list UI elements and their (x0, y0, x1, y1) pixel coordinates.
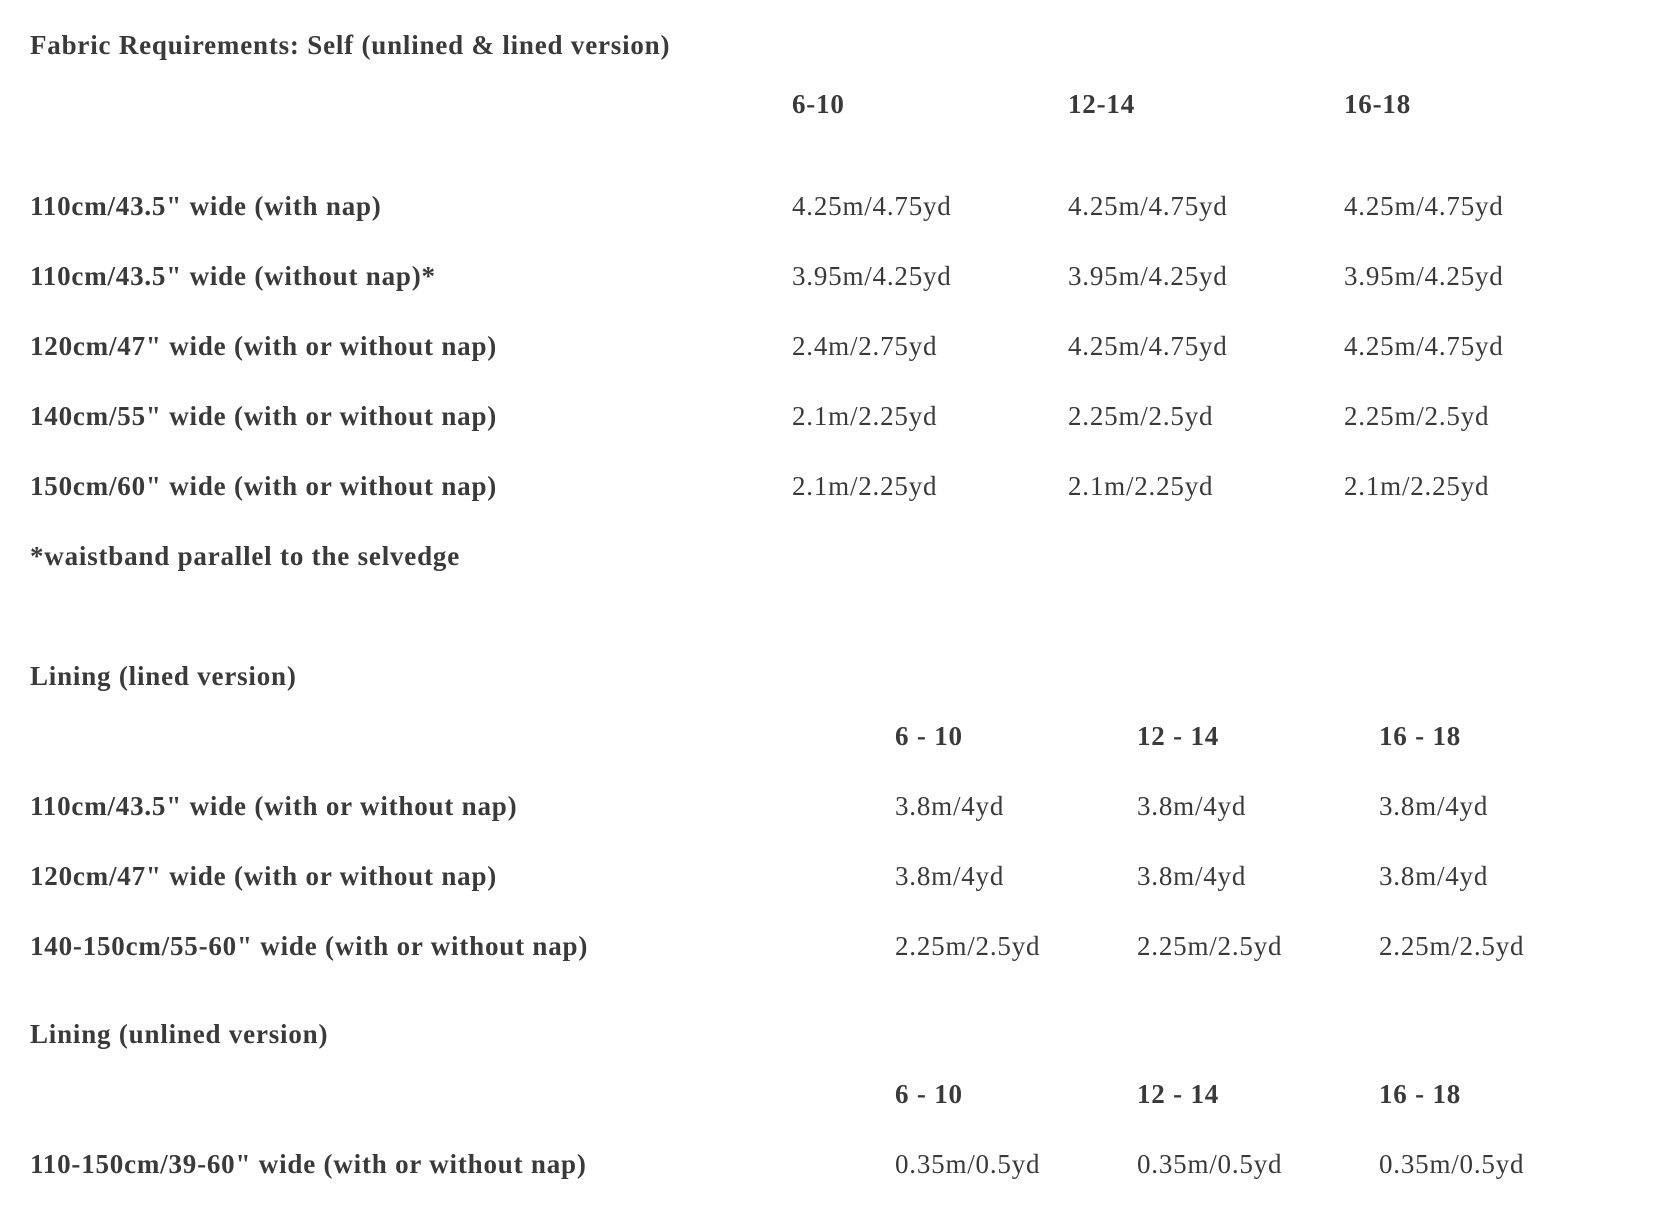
self-row-value: 4.25m/4.75yd (1344, 191, 1504, 221)
lining-lined-row-label: 140-150cm/55-60" wide (with or without nap) (30, 931, 589, 961)
self-size-header-16-18: 16-18 (1344, 89, 1411, 119)
self-row-value: 2.1m/2.25yd (1344, 471, 1490, 501)
lining-lined-row-value: 2.25m/2.5yd (895, 931, 1041, 961)
self-row-value: 2.1m/2.25yd (792, 471, 938, 501)
self-size-header-6-10: 6-10 (792, 89, 845, 119)
self-row-value: 4.25m/4.75yd (1068, 191, 1228, 221)
self-footnote: *waistband parallel to the selvedge (30, 541, 460, 571)
self-section-title: Fabric Requirements: Self (unlined & lined version) (30, 30, 671, 60)
lining-lined-row-value: 2.25m/2.5yd (1379, 931, 1525, 961)
lining-lined-row-label: 120cm/47" wide (with or without nap) (30, 861, 498, 891)
lining-lined-row-value: 3.8m/4yd (895, 861, 1005, 891)
lining-lined-row-value: 3.8m/4yd (895, 791, 1005, 821)
lining-unlined-row-value: 0.35m/0.5yd (1379, 1149, 1525, 1179)
self-row-label: 120cm/47" wide (with or without nap) (30, 331, 498, 361)
lining-unlined-row-label: 110-150cm/39-60" wide (with or without nap) (30, 1149, 587, 1179)
self-row-label: 140cm/55" wide (with or without nap) (30, 401, 498, 431)
lining-unlined-size-header-6-10: 6 - 10 (895, 1079, 963, 1109)
self-row-value: 2.4m/2.75yd (792, 331, 938, 361)
self-row-label: 150cm/60" wide (with or without nap) (30, 471, 498, 501)
self-row-label: 110cm/43.5" wide (with nap) (30, 191, 382, 221)
lining-unlined-size-header-12-14: 12 - 14 (1137, 1079, 1220, 1109)
lining-lined-section-title: Lining (lined version) (30, 661, 297, 691)
self-row-label: 110cm/43.5" wide (without nap)* (30, 261, 436, 291)
self-row-value: 4.25m/4.75yd (1068, 331, 1228, 361)
self-row-value: 3.95m/4.25yd (792, 261, 952, 291)
self-row-value: 3.95m/4.25yd (1344, 261, 1504, 291)
lining-unlined-row-value: 0.35m/0.5yd (1137, 1149, 1283, 1179)
self-row-value: 2.1m/2.25yd (1068, 471, 1214, 501)
lining-lined-size-header-12-14: 12 - 14 (1137, 721, 1220, 751)
lining-unlined-size-header-16-18: 16 - 18 (1379, 1079, 1462, 1109)
self-row-value: 2.25m/2.5yd (1344, 401, 1490, 431)
self-row-value: 2.1m/2.25yd (792, 401, 938, 431)
lining-lined-row-value: 2.25m/2.5yd (1137, 931, 1283, 961)
lining-unlined-section-title: Lining (unlined version) (30, 1019, 329, 1049)
lining-lined-row-value: 3.8m/4yd (1379, 861, 1489, 891)
lining-lined-row-value: 3.8m/4yd (1379, 791, 1489, 821)
lining-lined-size-header-16-18: 16 - 18 (1379, 721, 1462, 751)
self-row-value: 3.95m/4.25yd (1068, 261, 1228, 291)
self-row-value: 4.25m/4.75yd (792, 191, 952, 221)
lining-lined-row-label: 110cm/43.5" wide (with or without nap) (30, 791, 518, 821)
self-row-value: 4.25m/4.75yd (1344, 331, 1504, 361)
self-size-header-12-14: 12-14 (1068, 89, 1135, 119)
lining-lined-row-value: 3.8m/4yd (1137, 791, 1247, 821)
lining-unlined-row-value: 0.35m/0.5yd (895, 1149, 1041, 1179)
lining-lined-size-header-6-10: 6 - 10 (895, 721, 963, 751)
self-row-value: 2.25m/2.5yd (1068, 401, 1214, 431)
lining-lined-row-value: 3.8m/4yd (1137, 861, 1247, 891)
